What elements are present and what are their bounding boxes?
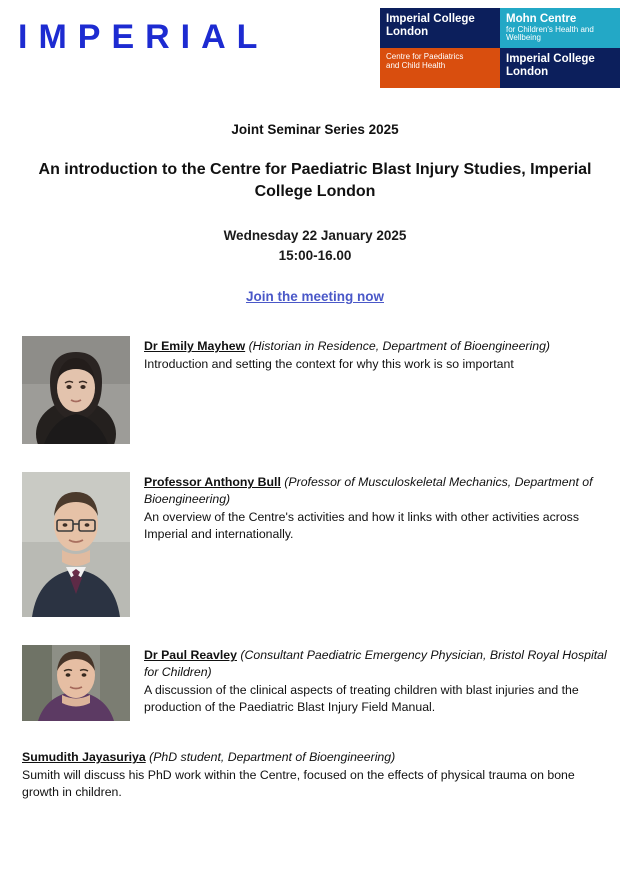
logo-cell-imperial-top <box>380 8 500 48</box>
speaker-name: Professor Anthony Bull <box>144 475 281 490</box>
logo-line1: Imperial College <box>386 13 475 25</box>
speaker-details <box>22 749 614 801</box>
list-item <box>0 336 630 444</box>
list-item <box>0 472 630 617</box>
speaker-description: An overview of the Centre's activities and how it links with other activities across Imperial and internationally. <box>144 510 579 542</box>
logo-line1: Mohn Centre <box>506 13 577 25</box>
document-header <box>0 0 630 100</box>
logo-line2: for Children's Health and Wellbeing <box>506 24 594 43</box>
speaker-list <box>0 336 630 801</box>
speaker-role: (Consultant Paediatric Emergency Physician, Bristol Royal Hospital for Children) <box>144 648 607 680</box>
speaker-description: A discussion of the clinical aspects of treating children with blast injuries and the production of the Paediatric Blast Injury Field Manual. <box>144 683 579 715</box>
logo-line1: Imperial College <box>506 53 595 66</box>
portrait-photo-emily-mayhew <box>22 336 130 444</box>
logo-line1: Centre for Paediatrics <box>386 52 464 62</box>
logo-line2: London <box>506 65 549 78</box>
portrait-photo-paul-reavley <box>22 645 130 721</box>
series-title: Joint Seminar Series 2025 <box>231 122 399 137</box>
page-title: An introduction to the Centre for Paediatric Blast Injury Studies, Imperial College London <box>38 161 592 200</box>
partner-logo-block <box>380 8 620 88</box>
speaker-name: Sumudith Jayasuriya <box>22 750 146 765</box>
logo-line2: London <box>386 25 429 38</box>
speaker-name: Dr Emily Mayhew <box>144 339 246 354</box>
avatar <box>22 645 130 721</box>
speaker-details <box>144 472 614 543</box>
event-datetime <box>0 226 630 265</box>
logo-cell-imperial-bottom <box>500 48 620 88</box>
speaker-name: Dr Paul Reavley <box>144 648 237 663</box>
avatar <box>22 336 130 444</box>
speaker-details <box>144 336 614 373</box>
title-block <box>0 122 630 306</box>
speaker-description: Introduction and setting the context for why this work is so important <box>144 357 514 372</box>
avatar <box>22 472 130 617</box>
logo-line2: and Child Health <box>386 61 446 71</box>
event-time: 15:00-16.00 <box>278 247 352 263</box>
portrait-photo-anthony-bull <box>22 472 130 617</box>
event-date: Wednesday 22 January 2025 <box>223 228 407 244</box>
speaker-role: (PhD student, Department of Bioengineering) <box>149 750 396 765</box>
speaker-role: (Professor of Musculoskeletal Mechanics, Department of Bioengineering) <box>144 475 593 507</box>
list-item <box>0 749 630 801</box>
speaker-role: (Historian in Residence, Department of Bioengineering) <box>248 339 551 354</box>
speaker-description: Sumith will discuss his PhD work within the Centre, focused on the effects of physical trauma on bone growth in children. <box>22 768 575 800</box>
logo-cell-mohn-centre <box>500 8 620 48</box>
list-item <box>0 645 630 721</box>
logo-cell-centre-paediatrics <box>380 48 500 88</box>
imperial-wordmark: IMPERIAL <box>18 18 269 56</box>
speaker-details <box>144 645 614 716</box>
join-meeting-link[interactable]: Join the meeting now <box>245 289 384 305</box>
